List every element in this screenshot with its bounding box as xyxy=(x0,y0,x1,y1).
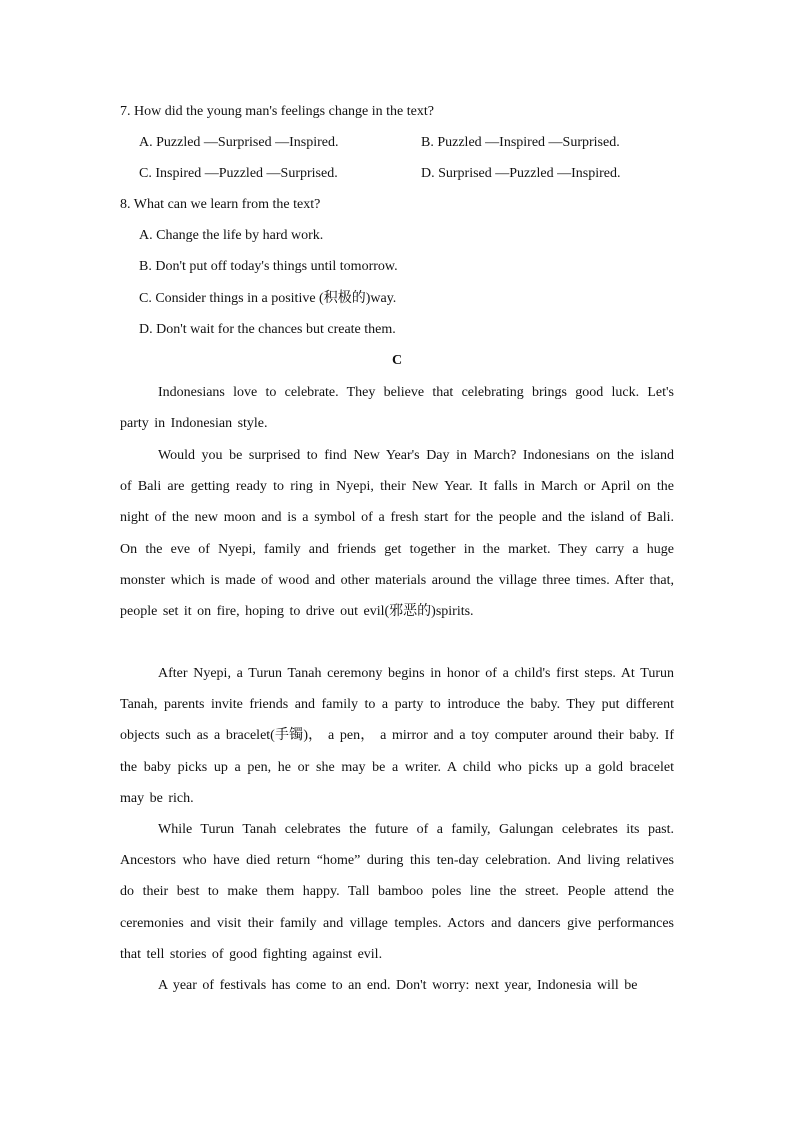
question-7-option-a: A. Puzzled —Surprised —Inspired. xyxy=(139,135,339,150)
question-7-stem: 7. How did the young man's feelings change in the text? xyxy=(120,104,434,119)
question-8-option-d: D. Don't wait for the chances but create them. xyxy=(139,322,396,337)
section-heading: C xyxy=(391,353,403,368)
question-8-option-b: B. Don't put off today's things until tomorrow. xyxy=(139,259,398,274)
question-8-option-c: C. Consider things in a positive (积极的)way. xyxy=(139,291,397,306)
passage-paragraph: After Nyepi, a Turun Tanah ceremony begins in honor of a child's first steps. At Turun Tanah, parents invite friends and family to a party to introduce the baby. They put different objects such as a bracelet(手镯)， a pen， a mirror and a toy computer around their baby. If the baby picks up a pen, he or she may be a writer. A child who picks up a gold bracelet may be rich. xyxy=(120,666,674,806)
question-7-option-b: B. Puzzled —Inspired —Surprised. xyxy=(421,135,620,150)
passage-paragraph: Would you be surprised to find New Year's Day in March? Indonesians on the island of Bali are getting ready to ring in Nyepi, their New Year. It falls in March or April on the night of the new moon and is a symbol of a fresh start for the people and the island of Bali. On the eve of Nyepi, family and friends get together in the market. They carry a huge monster which is made of wood and other materials around the village three times. After that, people set it on fire, hoping to drive out evil(邪恶的)spirits. xyxy=(120,448,674,620)
passage-paragraph: A year of festivals has come to an end. Don't worry: next year, Indonesia will be xyxy=(158,978,638,993)
question-8-stem: 8. What can we learn from the text? xyxy=(120,197,321,212)
passage-paragraph: Indonesians love to celebrate. They believe that celebrating brings good luck. Let's party in Indonesian style. xyxy=(120,385,674,432)
question-7-option-d: D. Surprised —Puzzled —Inspired. xyxy=(421,166,621,181)
passage-paragraph: While Turun Tanah celebrates the future of a family, Galungan celebrates its past. Ancestors who have died return “home” during this ten-day celebration. And living relatives do their best to make them happy. Tall bamboo poles line the street. People attend the ceremonies and visit their family and village temples. Actors and dancers give performances that tell stories of good fighting against evil. xyxy=(120,822,674,962)
question-8-option-a: A. Change the life by hard work. xyxy=(139,228,324,243)
question-7-option-c: C. Inspired —Puzzled —Surprised. xyxy=(139,166,338,181)
